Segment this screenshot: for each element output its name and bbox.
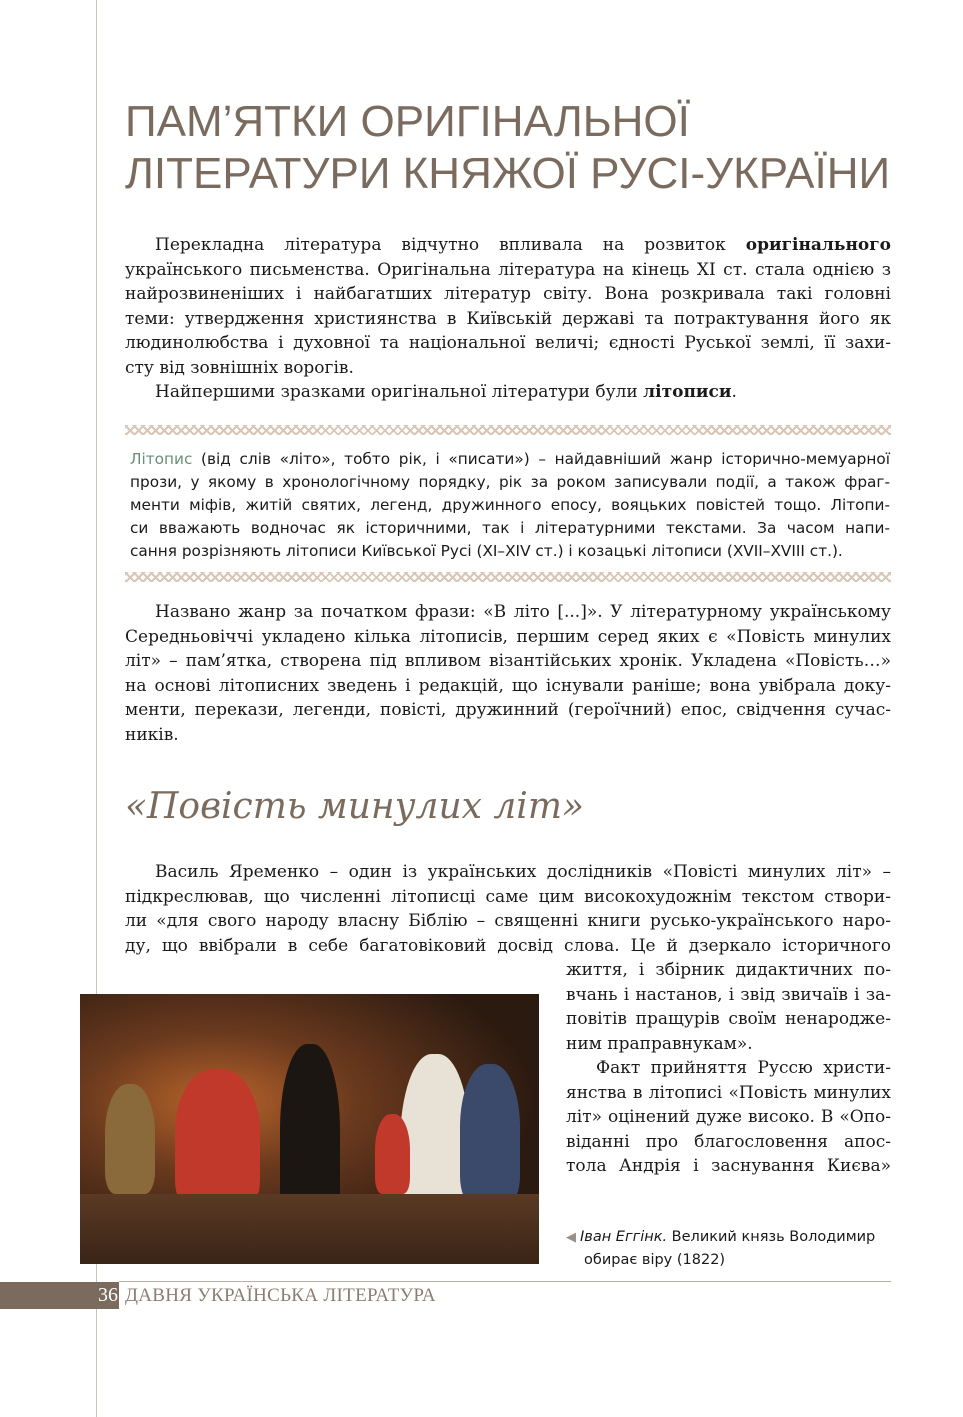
intro-line: людинолюбства і духовної та національної величі; єдності Руської землі, її захи- [125, 333, 891, 353]
definition-term: Літопис [130, 450, 193, 468]
intro-line [125, 380, 891, 405]
baptism-line: віданні про благословення апос- [566, 1131, 891, 1152]
yaremenko-line: підкреслював, що численні літописці саме цим високохудожнім текстом створи- [125, 886, 891, 907]
section-heading: «Повість минулих літ» [125, 786, 584, 827]
intro-line: теми: утвердження християнства в Київській державі та потрактування його як [125, 308, 891, 329]
page-number: 36 [98, 1284, 118, 1306]
painting-image [80, 994, 539, 1264]
painting-caption [566, 1226, 896, 1271]
definition-border-top [125, 425, 891, 435]
definition-text: (від слів «літо», тобто рік, і «писати») – найдавніший жанр історично-мемуарної [192, 450, 890, 468]
caption-title: Великий князь Володимир [667, 1229, 876, 1245]
genre-line: Названо жанр за початком фрази: «В літо [...]». У літературному українському [155, 602, 891, 622]
page-title [125, 96, 925, 200]
painting-figure-prince [175, 1069, 260, 1209]
baptism-line: Факт прийняття Руссю христи- [596, 1058, 891, 1078]
definition-line: сання розрізняють літописи Київської Русі (ХІ–ХІV ст.) і козацькі літописи (ХVІІ–ХVІІІ ст.). [130, 542, 843, 560]
intro-text: Перекладна література відчутно впливала на розвиток [155, 235, 746, 255]
footer-rule [119, 1281, 891, 1282]
definition-box [130, 448, 890, 563]
intro-line: найрозвиненіших і найбагатших літератур світу. Вона розкривала такі головні [125, 284, 891, 304]
painting-figure-elder [105, 1084, 155, 1194]
definition-border-bottom [125, 572, 891, 582]
yaremenko-line: Василь Яременко – один із українських дослідників «Повісті минулих літ» – [155, 862, 891, 882]
baptism-line: літ» оцінений дуже високо. В «Опо- [566, 1107, 891, 1127]
painting-floor [80, 1194, 539, 1264]
yaremenko-wrap [566, 958, 891, 1179]
genre-paragraph [125, 600, 891, 747]
genre-line: Середньовіччі укладено кілька літописів, першим серед яких є «Повість минулих [125, 626, 891, 647]
yaremenko-line: ним праправнукам». [566, 1033, 753, 1054]
intro-bold-term: літописи [643, 382, 732, 402]
intro-text: Найпершими зразками оригінальної літератури були [155, 382, 644, 402]
genre-line: ників. [125, 724, 179, 745]
intro-line: сту від зовнішніх ворогів. [125, 357, 354, 378]
intro-paragraph [125, 233, 891, 405]
painting-figure-child [375, 1114, 410, 1194]
yaremenko-line: ду, що ввібрали в себе багатовіковий досвід слова. Це й дзеркало історичного [125, 935, 891, 956]
yaremenko-line: ли «для свого народу власну Біблію – священні книги русько-українського наро- [125, 911, 891, 931]
caption-title-cont: обирає віру (1822) [584, 1252, 726, 1268]
title-line-2: ЛІТЕРАТУРИ КНЯЖОЇ РУСІ-УКРАЇНИ [125, 149, 891, 198]
definition-line: менти міфів, житій святих, легенд, дружинного епосу, вояцьких повістей тощо. Літопи- [130, 496, 890, 514]
yaremenko-paragraph [125, 860, 891, 958]
running-header: ДАВНЯ УКРАЇНСЬКА ЛІТЕРАТУРА [125, 1285, 436, 1306]
title-line-1: ПАМ’ЯТКИ ОРИГІНАЛЬНОЇ [125, 97, 690, 146]
yaremenko-line: повітів пращурів своїм ненароджe- [566, 1009, 891, 1029]
yaremenko-line: вчань і настанов, і звід звичаїв і за- [566, 984, 891, 1005]
intro-bold-term: оригінального [745, 235, 891, 255]
genre-line: на основі літописних зведень і редакцій, що існували раніше; вона увібрала доку- [125, 675, 891, 696]
yaremenko-line: життя, і збірник дидактичних по- [566, 960, 891, 980]
genre-line: менти, перекази, легенди, повісті, дружинний (героїчний) епос, свідчення сучас- [125, 700, 891, 720]
genre-line: літ» – пам’ятка, створена під впливом візантійських хронік. Укладена «Повість…» [125, 651, 891, 671]
painting-figure-crowd [460, 1064, 520, 1204]
intro-text: . [731, 382, 737, 402]
caption-pointer-icon: ◀ [566, 1230, 576, 1245]
baptism-line: тола Андрія і заснування Києва» [566, 1156, 891, 1176]
baptism-line: янства в літописі «Повість минулих [566, 1082, 891, 1103]
intro-line: українського письменства. Оригінальна література на кінець ХІ ст. стала однією з [125, 259, 891, 280]
definition-line: си вважають водночас як історичними, так і літературними текстами. За часом напи- [130, 519, 890, 537]
intro-line [125, 233, 891, 258]
definition-line [130, 448, 890, 471]
caption-author: Іван Еггінк. [580, 1229, 668, 1245]
definition-line: прози, у якому в хронологічному порядку, рік за роком записували події, а також фраг- [130, 473, 890, 491]
